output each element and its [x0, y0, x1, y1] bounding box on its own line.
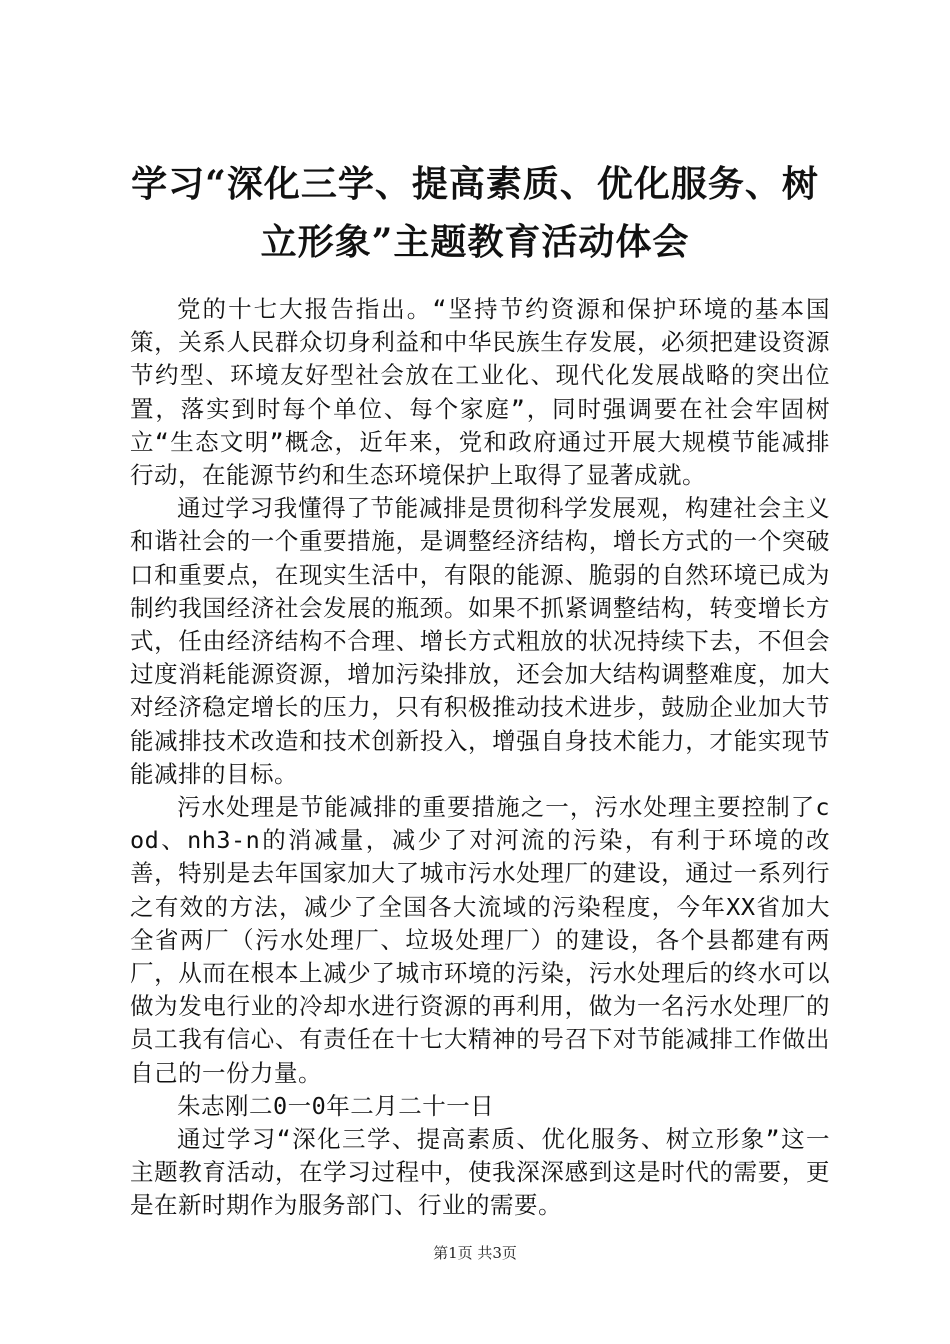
- paragraph-3: 污水处理是节能减排的重要措施之一，污水处理主要控制了cod、nh3-n的消减量，减少了对河流的污染，有利于环境的改善，特别是去年国家加大了城市污水处理厂的建设，通过一系列行之有效的方法，减少了全国各大流域的污染程度，今年XX省加大全省两厂（污水处理厂、垃圾处理厂）的建设，各个县都建有两厂，从而在根本上减少了城市环境的污染，污水处理后的终水可以做为发电行业的冷却水进行资源的再利用，做为一名污水处理厂的员工我有信心、有责任在十七大精神的号召下对节能减排工作做出自己的一份力量。: [130, 793, 830, 1087]
- paragraph-1: 党的十七大报告指出。“坚持节约资源和保护环境的基本国策，关系人民群众切身利益和中华民族生存发展，必须把建设资源节约型、环境友好型社会放在工业化、现代化发展战略的突出位置，落实到时每个单位、每个家庭”，同时强调要在社会牢固树立“生态文明”概念，近年来，党和政府通过开展大规模节能减排行动，在能源节约和生态环境保护上取得了显著成就。: [130, 295, 830, 490]
- paragraph-2: 通过学习我懂得了节能减排是贯彻科学发展观，构建社会主义和谐社会的一个重要措施，是调整经济结构，增长方式的一个突破口和重要点，在现实生活中，有限的能源、脆弱的自然环境已成为制约我国经济社会发展的瓶颈。如果不抓紧调整结构，转变增长方式，任由经济结构不合理、增长方式粗放的状况持续下去，不但会过度消耗能源资源，增加污染排放，还会加大结构调整难度，加大对经济稳定增长的压力，只有积极推动技术进步，鼓励企业加大节能减排技术改造和技术创新投入，增强自身技术能力，才能实现节能减排的目标。: [130, 494, 830, 788]
- signature-date-line: 朱志刚二0一0年二月二十一日: [177, 1091, 495, 1120]
- page-footer: 第1页 共3页: [433, 1244, 517, 1262]
- document-body: [130, 293, 830, 1223]
- paragraph-5: 通过学习“深化三学、提高素质、优化服务、树立形象”这一主题教育活动，在学习过程中，使我深深感到这是时代的需要，更是在新时期作为服务部门、行业的需要。: [130, 1125, 830, 1220]
- document-title: 学习“深化三学、提高素质、优化服务、树立形象”主题教育活动体会: [131, 163, 819, 263]
